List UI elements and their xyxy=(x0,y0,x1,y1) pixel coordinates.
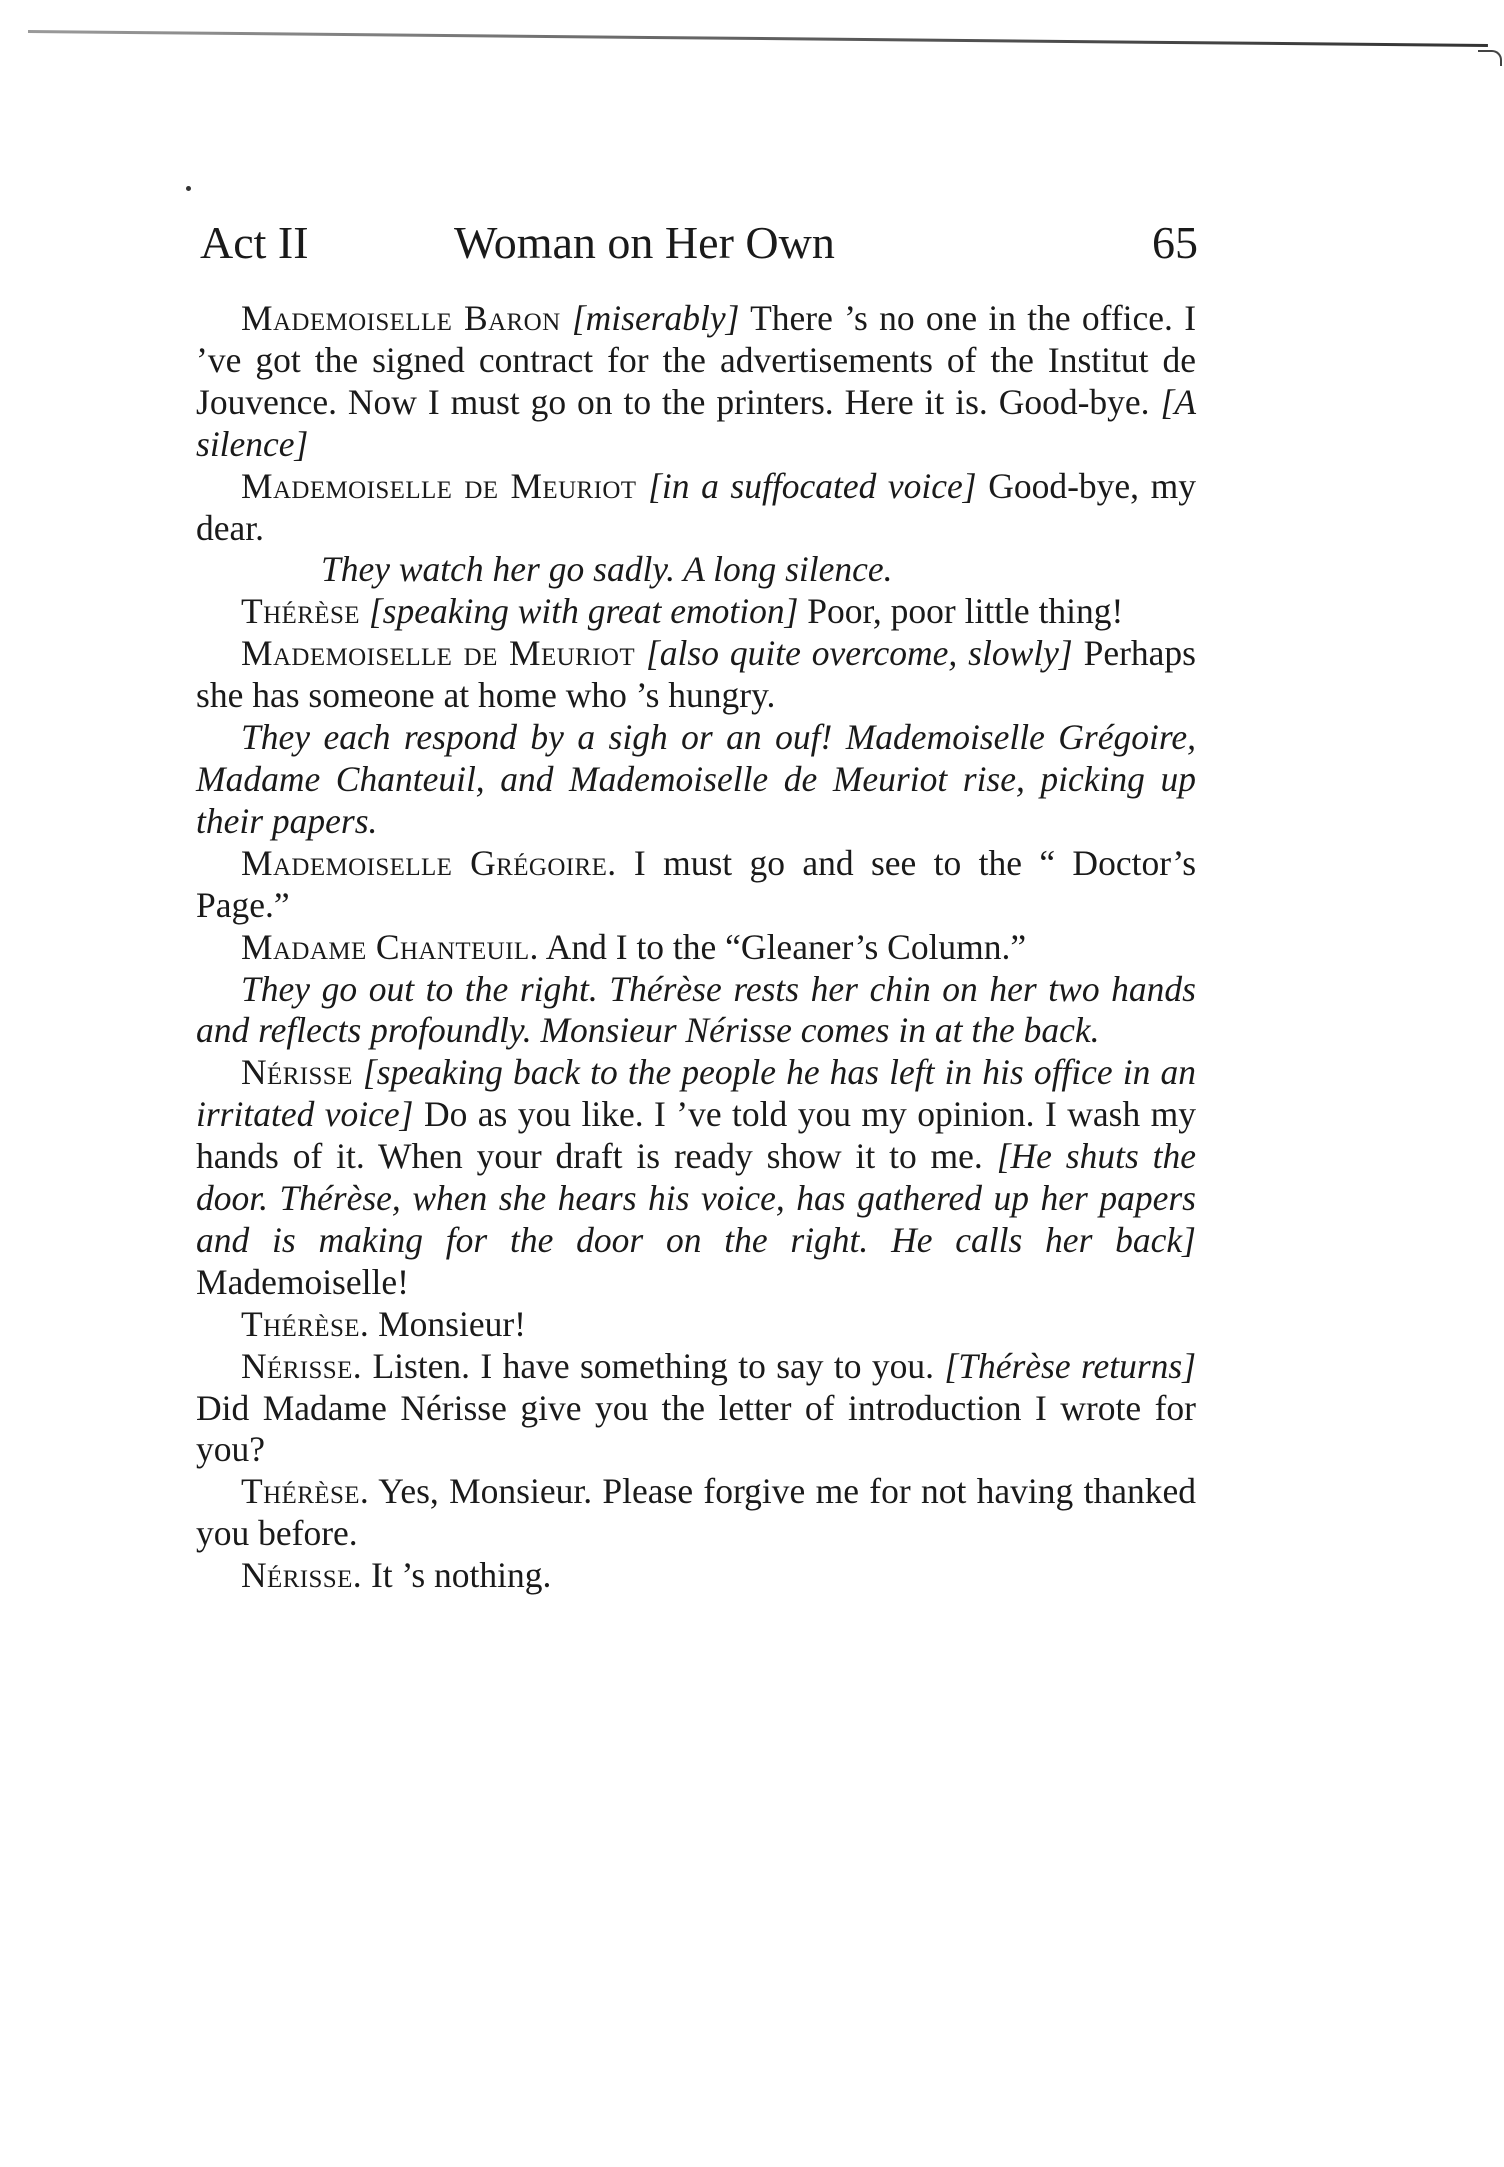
speaker-name: Mademoiselle de Meuriot xyxy=(241,465,637,506)
dialogue-text: And I to the “Gleaner’s Column.” xyxy=(545,926,1027,967)
book-title: Woman on Her Own xyxy=(454,217,835,268)
stage-direction: [A silence] xyxy=(196,381,1196,464)
stage-direction: [Thérèse returns] xyxy=(944,1345,1197,1386)
dialogue-text: Good-bye, my dear. xyxy=(196,465,1197,548)
dialogue-text: Yes, Monsieur. Please forgive me for not having thanked you before. xyxy=(196,1471,1196,1554)
speaker-name: Madame Chanteuil. xyxy=(241,926,539,967)
speech-paragraph xyxy=(196,633,1196,717)
speaker-name: Nérisse xyxy=(241,1052,353,1093)
speech-paragraph xyxy=(196,466,1196,550)
dialogue-text: Do as you like. I ’ve told you my opinion. I wash my hands of it. When your draft is ready show it to me. xyxy=(196,1094,1197,1177)
top-scan-rule xyxy=(28,30,1488,47)
stage-direction-text: They watch her go sadly. A long silence. xyxy=(321,549,893,590)
speaker-name: Thérèse. xyxy=(241,1471,370,1512)
dialogue-text: Poor, poor little thing! xyxy=(807,591,1124,632)
act-label: Act II xyxy=(200,217,309,268)
dialogue-text: Mademoiselle! xyxy=(196,1261,409,1302)
speaker-name: Mademoiselle Baron xyxy=(241,298,561,338)
dialogue-text: Did Madame Nérisse give you the letter of introduction I wrote for you? xyxy=(196,1387,1196,1470)
stage-direction: [miserably] xyxy=(571,298,740,338)
speech-paragraph xyxy=(196,1346,1196,1472)
speaker-name: Nérisse. xyxy=(241,1345,363,1386)
stage-direction-text: They each respond by a sigh or an ouf! Mademoiselle Grégoire, Madame Chanteuil, and Mademoiselle de Meuriot rise, picking up their papers. xyxy=(196,717,1196,841)
speech-paragraph xyxy=(196,298,1196,466)
speech-paragraph xyxy=(196,843,1196,927)
speaker-name: Mademoiselle de Meuriot xyxy=(241,633,636,674)
dialogue-text: There ’s no one in the office. I ’ve got the signed contract for the advertisements of the Institut de Jouvence. Now I must go on to the printers. Here it is. Good-bye. xyxy=(196,298,1197,422)
speech-paragraph xyxy=(196,1304,1196,1346)
play-text xyxy=(196,298,1196,1597)
running-header xyxy=(200,210,1198,276)
speech-paragraph xyxy=(196,1471,1196,1555)
stage-direction: [also quite overcome, slowly] xyxy=(645,633,1073,674)
speaker-name: Nérisse. xyxy=(241,1555,363,1596)
stage-direction-paragraph xyxy=(196,717,1196,843)
stage-direction: [speaking back to the people he has left in his office in an irritated voice] xyxy=(196,1052,1196,1135)
page-number: 65 xyxy=(1152,217,1198,268)
stage-direction-text: They go out to the right. Thérèse rests her chin on her two hands and reflects profoundly. Monsieur Nérisse comes in at the back. xyxy=(196,968,1196,1051)
dialogue-text: I must go and see to the “ Doctor’s Page.” xyxy=(196,842,1197,925)
speaker-name: Thérèse xyxy=(241,591,360,632)
stage-direction: [in a suffocated voice] xyxy=(648,465,977,506)
speech-paragraph xyxy=(196,591,1196,633)
dialogue-text: It ’s nothing. xyxy=(370,1555,552,1596)
stage-direction-paragraph xyxy=(196,969,1196,1053)
stage-direction: [speaking with great emotion] xyxy=(368,591,799,632)
page-corner-curl xyxy=(1478,50,1502,66)
speaker-name: Thérèse. xyxy=(241,1303,370,1344)
speech-paragraph xyxy=(196,1555,1196,1597)
speech-paragraph xyxy=(196,927,1196,969)
dialogue-text: Perhaps she has someone at home who ’s hungry. xyxy=(196,633,1196,716)
scan-speck xyxy=(186,186,191,191)
stage-direction: [He shuts the door. Thérèse, when she hears his voice, has gathered up her papers and is making for the door on the right. He calls her back] xyxy=(196,1136,1196,1260)
dialogue-text: Listen. I have something to say to you. xyxy=(372,1345,935,1386)
speech-paragraph xyxy=(196,1052,1196,1303)
speaker-name: Mademoiselle Grégoire. xyxy=(241,842,617,883)
stage-direction-paragraph xyxy=(196,549,1196,591)
dialogue-text: Monsieur! xyxy=(378,1303,526,1344)
